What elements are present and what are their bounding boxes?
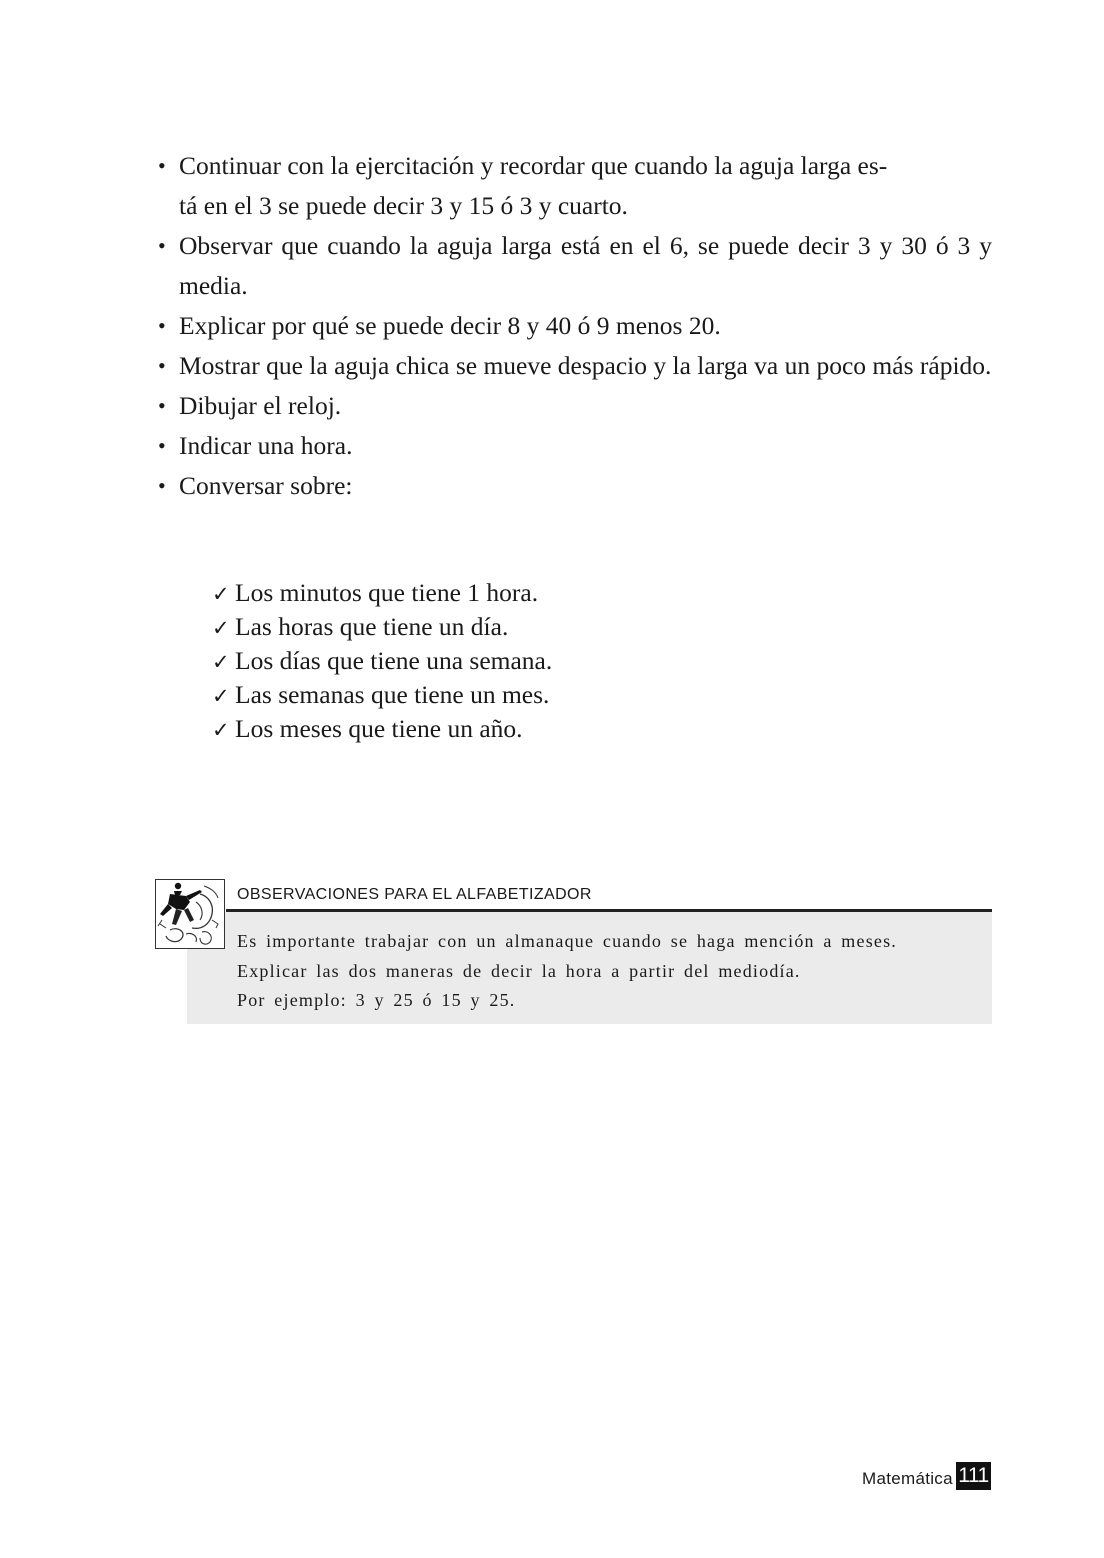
teacher-illustration-icon [155, 879, 225, 949]
check-icon: ✓ [212, 582, 230, 606]
bullet-icon: • [158, 313, 166, 338]
activity-item [158, 146, 992, 226]
footer-section-label: Matemática [862, 1469, 953, 1488]
observations-line: Explicar las dos maneras de decir la hora a partir del mediodía. [237, 960, 801, 981]
activity-item [158, 226, 992, 306]
activity-text: Mostrar que la aguja chica se mueve despacio y la larga va un poco más rápido. [179, 351, 992, 380]
bullet-icon: • [158, 353, 166, 378]
activity-text: Dibujar el reloj. [179, 391, 342, 420]
bullet-icon: • [158, 153, 166, 178]
checklist [212, 576, 552, 746]
check-icon: ✓ [212, 616, 230, 640]
observations-divider [226, 909, 992, 912]
activity-item [158, 386, 992, 426]
activity-list [158, 146, 992, 506]
checklist-text: Los minutos que tiene 1 hora. [235, 578, 539, 607]
checklist-text: Las horas que tiene un día. [235, 612, 509, 641]
checklist-item [212, 576, 552, 610]
observations-line: Por ejemplo: 3 y 25 ó 15 y 25. [237, 990, 516, 1010]
activity-item [158, 426, 992, 466]
activity-item [158, 346, 992, 386]
check-icon: ✓ [212, 684, 230, 708]
observations-text [237, 927, 897, 1016]
activity-item [158, 466, 992, 506]
check-icon: ✓ [212, 650, 230, 674]
activity-text: Observar que cuando la aguja larga está en el 6, se puede decir 3 y 30 ó 3 y media. [179, 231, 992, 300]
check-icon: ✓ [212, 718, 230, 742]
activity-item [158, 306, 992, 346]
observations-title: OBSERVACIONES PARA EL ALFABETIZADOR [237, 886, 592, 903]
activity-text: Conversar sobre: [179, 471, 353, 500]
bullet-icon: • [158, 233, 166, 258]
page-number: 111 [956, 1462, 991, 1490]
activity-text: Continuar con la ejercitación y recordar que cuando la aguja larga es- tá en el 3 se puede decir 3 y 15 ó 3 y cuarto. [179, 151, 888, 220]
checklist-item [212, 712, 552, 746]
checklist-text: Las semanas que tiene un mes. [235, 680, 550, 709]
bullet-icon: • [158, 473, 166, 498]
activity-text: Explicar por qué se puede decir 8 y 40 ó 9 menos 20. [179, 311, 721, 340]
activity-text: Indicar una hora. [179, 431, 353, 460]
bullet-icon: • [158, 433, 166, 458]
checklist-item [212, 678, 552, 712]
bullet-icon: • [158, 393, 166, 418]
teacher-illustration-graphic [156, 880, 224, 948]
observations-line: Es importante trabajar con un almanaque cuando se haga mención a meses. [237, 931, 897, 951]
checklist-text: Los meses que tiene un año. [235, 714, 523, 743]
checklist-item [212, 644, 552, 678]
checklist-item [212, 610, 552, 644]
checklist-text: Los días que tiene una semana. [235, 646, 553, 675]
